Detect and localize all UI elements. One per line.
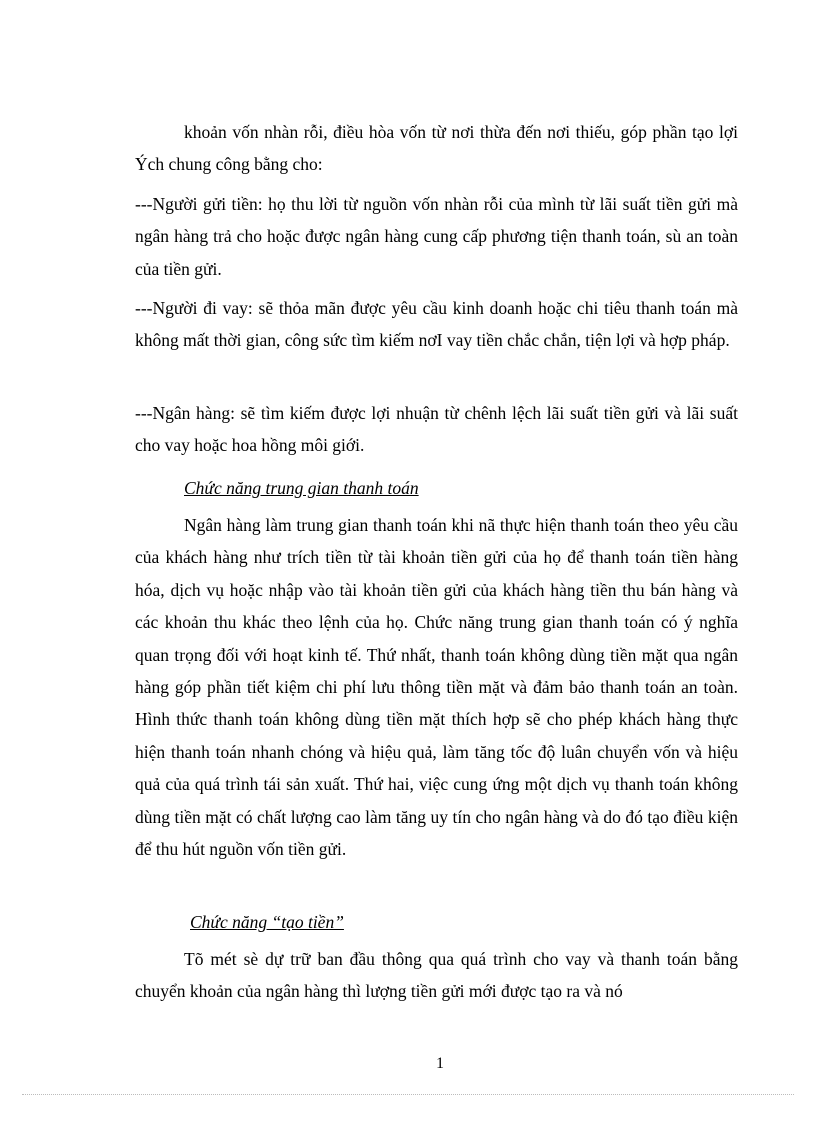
footer-divider — [22, 1094, 794, 1095]
paragraph-borrower: ---Người đi vay: sẽ thỏa mãn được yêu cầu kinh doanh hoặc chi tiêu thanh toán mà không mất thời gian, công sức tìm kiếm nơI vay tiền chắc chắn, tiện lợi và hợp pháp. — [135, 298, 738, 351]
page-number: 1 — [436, 1055, 444, 1072]
paragraph-payment-intermediary: Ngân hàng làm trung gian thanh toán khi nã thực hiện thanh toán theo yêu cầu của khách hàng như trích tiền từ tài khoản tiền gửi của họ để thanh toán tiền hàng hóa, dịch vụ hoặc nhập vào tài khoản tiền gửi của khách hàng tiền thu bán hàng và các khoản thu khác theo lệnh của họ. Chức năng trung gian thanh toán có ý nghĩa quan trọng đối với hoạt kinh tế. Thứ nhất, thanh toán không dùng tiền mặt qua ngân hàng góp phần tiết kiệm chi phí lưu thông tiền mặt và đảm bảo thanh toán an toàn. Hình thức thanh toán không dùng tiền mặt thích hợp sẽ cho phép khách hàng thực hiện thanh toán nhanh chóng và hiệu quả, làm tăng tốc độ luân chuyển vốn và hiệu quả của quá trình tái sản xuất. Thứ hai, việc cung ứng một dịch vụ thanh toán không dùng tiền mặt có chất lượng cao làm tăng uy tín cho ngân hàng và do đó tạo điều kiện để thu hút nguồn vốn tiền gửi. — [135, 515, 738, 860]
paragraph-bank: ---Ngân hàng: sẽ tìm kiếm được lợi nhuận từ chênh lệch lãi suất tiền gửi và lãi suất cho vay hoặc hoa hồng môi giới. — [135, 403, 738, 456]
paragraph-money-creation: Tõ mét sè dự trữ ban đầu thông qua quá trình cho vay và thanh toán bằng chuyển khoản của ngân hàng thì lượng tiền gửi mới được tạo ra và nó — [135, 949, 738, 1002]
heading-payment-intermediary: Chức năng trung gian thanh toán — [184, 478, 419, 498]
paragraph-depositor: ---Người gửi tiền: họ thu lời từ nguồn vốn nhàn rỗi của mình từ lãi suất tiền gửi mà ngân hàng trả cho hoặc được ngân hàng cung cấp phương tiện thanh toán, sù an toàn của tiền gửi. — [135, 194, 738, 279]
heading-money-creation: Chức năng “tạo tiền” — [190, 912, 344, 932]
paragraph-intro: khoản vốn nhàn rỗi, điều hòa vốn từ nơi thừa đến nơi thiếu, góp phần tạo lợi Ých chung công bằng cho: — [135, 122, 738, 175]
